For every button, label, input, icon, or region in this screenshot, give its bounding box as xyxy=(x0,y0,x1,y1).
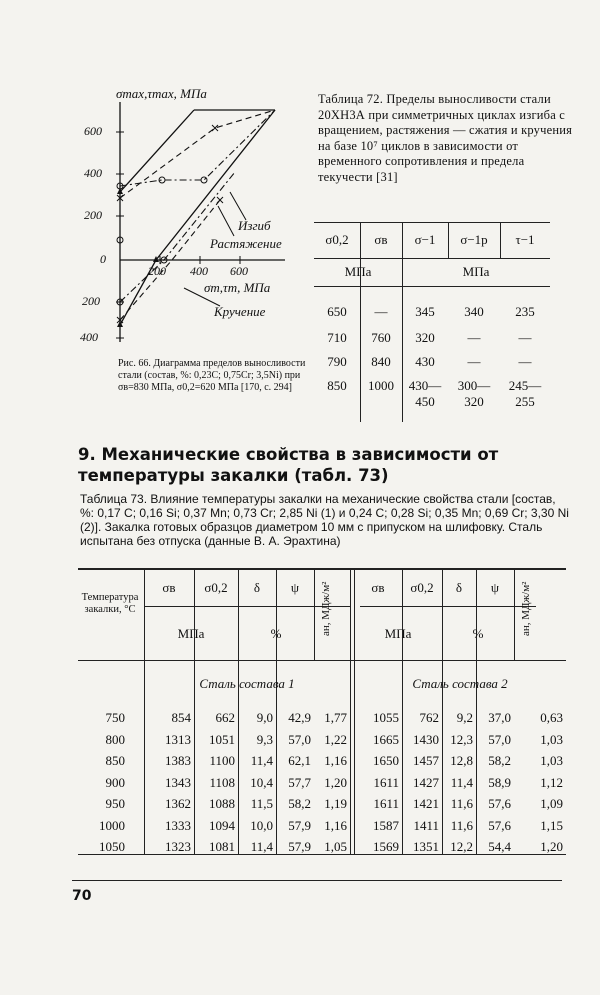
t72-cell: 850 xyxy=(327,378,347,393)
t73-cell: 1457 xyxy=(413,753,439,768)
t73-cell: 57,7 xyxy=(288,774,311,790)
table72-title: Таблица 72. Пределы выносливости стали 20ХН3А при симметричных циклах изгиба с вращением, растяжения — сжатия и кручения на базе 10⁷ циклов в зависимости от временного сопротивления и предела текучести [31] xyxy=(318,92,573,184)
t73-cell: 57,6 xyxy=(488,796,511,811)
t73-cell: 1088 xyxy=(209,796,235,811)
t73-temp-cell: 900 xyxy=(105,774,125,790)
t72-cell: 840 xyxy=(371,354,391,369)
figure-caption: Рис. 66. Диаграмма пределов выносливости стали (состав, %: 0,23C; 0,75Cr; 3,5Ni) при σв=830 МПа, σ0,2=620 МПа [170, с. 294] xyxy=(118,358,306,393)
x-tick-200: 200 xyxy=(148,264,166,278)
t72-head-sigmab: σв xyxy=(374,232,388,247)
t73-cell: 0,63 xyxy=(540,710,563,725)
t73-cell: 1,19 xyxy=(324,796,347,811)
t73-cell: 1421 xyxy=(413,796,439,811)
t73-cell: 1343 xyxy=(165,774,191,790)
t73-cell: 58,2 xyxy=(288,796,311,811)
t73-cell: 1427 xyxy=(413,774,439,790)
t73-temp-header: Температура закалки, °C xyxy=(81,592,139,615)
t73-cell: 10,4 xyxy=(250,774,273,790)
t72-cell: 320 xyxy=(415,330,435,345)
table73 xyxy=(78,568,566,868)
t73-cell: 1587 xyxy=(373,817,399,833)
t72-head-sigma-1p: σ−1р xyxy=(460,232,488,247)
t73-header-cell: σв xyxy=(162,580,176,595)
t72-cell: — xyxy=(467,330,481,345)
t73-cell: 58,2 xyxy=(488,753,511,768)
t73-header-cell: ψ xyxy=(290,580,300,595)
t73-cell: 1081 xyxy=(209,839,235,854)
t73-cell: 1,03 xyxy=(540,753,563,768)
t73-unit: % xyxy=(472,626,484,641)
x-axis-label: σm,τm, МПа xyxy=(204,280,271,295)
t72-unit-right: МПа xyxy=(462,264,490,279)
t72-cell: 340 xyxy=(464,304,484,319)
t73-cell: 57,9 xyxy=(288,817,311,833)
t73-unit: % xyxy=(270,626,282,641)
t73-group1: Сталь состава 1 xyxy=(199,676,295,691)
t73-cell: 1665 xyxy=(373,731,399,747)
t73-cell: 1430 xyxy=(413,731,439,747)
t73-cell: 1,20 xyxy=(540,839,563,854)
t73-cell: 1094 xyxy=(209,817,235,833)
t73-temp-cell: 850 xyxy=(105,753,125,768)
bending-label: Изгиб xyxy=(238,218,271,233)
y-tick-neg400: 400 xyxy=(80,330,98,344)
tension-label: Растяжение xyxy=(210,236,282,251)
t73-cell: 1383 xyxy=(165,753,191,768)
t72-head-tau-1: τ−1 xyxy=(515,232,535,247)
t72-cell: — xyxy=(518,354,532,369)
t72-unit-left: МПа xyxy=(344,264,372,279)
t73-cell: 62,1 xyxy=(288,753,311,768)
t73-cell: 1051 xyxy=(209,731,235,747)
t72-cell: 300— 320 xyxy=(457,378,491,409)
t73-cell: 1,03 xyxy=(540,731,563,747)
t72-head-sigma02: σ0,2 xyxy=(325,232,349,247)
t73-cell: 1,16 xyxy=(324,817,347,833)
section-heading: 9. Механические свойства в зависимости от температуры закалки (табл. 73) xyxy=(78,445,499,485)
t73-cell: 9,3 xyxy=(256,731,273,747)
t73-cell: 1055 xyxy=(373,710,399,725)
t73-temp-cell: 1050 xyxy=(99,839,125,854)
t73-header-cell: σ0,2 xyxy=(410,580,434,595)
t72-cell: 430 xyxy=(415,354,435,369)
t72-cell: 710 xyxy=(327,330,347,345)
t73-cell: 57,0 xyxy=(488,731,511,747)
table72 xyxy=(314,222,550,422)
tension-curve-upper xyxy=(120,110,275,186)
t73-header-cell: σв xyxy=(371,580,385,595)
t72-cell: 235 xyxy=(515,304,535,319)
t73-cell: 10,0 xyxy=(250,817,273,833)
t73-cell: 1108 xyxy=(209,774,235,790)
fatigue-diagram xyxy=(60,80,300,350)
t73-group2: Сталь состава 2 xyxy=(412,676,508,691)
y-tick-400: 400 xyxy=(84,166,102,180)
y-tick-0: 0 xyxy=(100,252,106,266)
x-tick-600: 600 xyxy=(230,264,248,278)
t73-cell: 57,6 xyxy=(488,817,511,833)
t73-cell: 854 xyxy=(171,710,191,725)
t73-temp-cell: 750 xyxy=(105,710,125,725)
page-number: 70 xyxy=(72,888,92,904)
t73-cell: 662 xyxy=(215,710,235,725)
t73-header-cell: aн, МДж/м² xyxy=(320,581,332,636)
t73-cell: 1313 xyxy=(165,731,191,747)
x-tick-400: 400 xyxy=(190,264,208,278)
t73-cell: 58,9 xyxy=(488,774,511,790)
t73-cell: 11,4 xyxy=(250,839,273,854)
t73-cell: 12,3 xyxy=(450,731,473,747)
t73-cell: 1,15 xyxy=(540,817,563,833)
t73-cell: 1100 xyxy=(209,753,235,768)
t73-cell: 9,0 xyxy=(256,710,273,725)
t72-cell: 760 xyxy=(371,330,391,345)
t73-cell: 11,4 xyxy=(250,753,273,768)
t72-cell: — xyxy=(518,330,532,345)
t73-cell: 11,5 xyxy=(250,796,273,811)
t73-temp-cell: 950 xyxy=(105,796,125,811)
t73-cell: 1351 xyxy=(413,839,439,854)
t73-cell: 762 xyxy=(419,710,439,725)
table73-title: Таблица 73. Влияние температуры закалки на механические свойства стали [состав, %: 0,17 C; 0,16 Si; 0,37 Mn; 0,73 Cr; 2,85 Ni (1) и 0,24 C; 0,28 Si; 0,35 Mn; 0,69 Cr; 3,30 Ni (2)]. Закалка готовых образцов диаметром 10 мм с припуском на шлифовку. Сталь испытана без отпуска (данные В. А. Эрахтина) xyxy=(80,492,569,548)
t73-header-cell: aн, МДж/м² xyxy=(520,581,532,636)
t72-cell: — xyxy=(467,354,481,369)
t73-header-cell: δ xyxy=(253,580,261,595)
torsion-curve-upper xyxy=(120,110,275,198)
t73-cell: 1333 xyxy=(165,817,191,833)
t73-cell: 57,0 xyxy=(288,731,311,747)
t73-cell: 1411 xyxy=(413,817,439,833)
torsion-label: Кручение xyxy=(214,304,266,319)
y-axis-label: σmax,τmax, МПа xyxy=(116,86,207,101)
t73-cell: 1650 xyxy=(373,753,399,768)
t73-unit: МПа xyxy=(384,626,412,641)
t73-cell: 1,20 xyxy=(324,774,347,790)
t73-cell: 9,2 xyxy=(456,710,473,725)
t73-header-cell: δ xyxy=(455,580,463,595)
t73-cell: 1,12 xyxy=(540,774,563,790)
t72-cell: 430— 450 xyxy=(408,378,442,409)
t73-cell: 11,6 xyxy=(450,817,473,833)
t73-header-cell: ψ xyxy=(490,580,500,595)
t73-unit: МПа xyxy=(177,626,205,641)
t73-cell: 1,22 xyxy=(324,731,347,747)
t72-cell: 345 xyxy=(415,304,435,319)
t72-cell: 1000 xyxy=(368,378,394,393)
t73-cell: 1362 xyxy=(165,796,191,811)
t72-cell: — xyxy=(374,304,388,319)
t73-cell: 1,77 xyxy=(324,710,347,725)
t73-cell: 1323 xyxy=(165,839,191,854)
t73-cell: 57,9 xyxy=(288,839,311,854)
t73-header-cell: σ0,2 xyxy=(204,580,228,595)
t73-cell: 1611 xyxy=(373,774,399,790)
t73-cell: 1,16 xyxy=(324,753,347,768)
t72-head-sigma-1: σ−1 xyxy=(414,232,436,247)
t73-temp-cell: 1000 xyxy=(99,817,125,833)
t73-cell: 1,09 xyxy=(540,796,563,811)
t72-cell: 650 xyxy=(327,304,347,319)
y-tick-600: 600 xyxy=(84,124,102,138)
t73-cell: 1611 xyxy=(373,796,399,811)
t73-cell: 12,2 xyxy=(450,839,473,854)
t73-cell: 1,05 xyxy=(324,839,347,854)
t72-cell: 245— 255 xyxy=(508,378,542,409)
t72-cell: 790 xyxy=(327,354,347,369)
t73-cell: 11,4 xyxy=(450,774,473,790)
y-tick-200: 200 xyxy=(84,208,102,222)
t73-cell: 1569 xyxy=(373,839,399,854)
t73-cell: 11,6 xyxy=(450,796,473,811)
page-rule xyxy=(72,880,562,881)
t73-temp-cell: 800 xyxy=(105,731,125,747)
t73-cell: 12,8 xyxy=(450,753,473,768)
t73-cell: 54,4 xyxy=(488,839,511,854)
t73-cell: 42,9 xyxy=(288,710,311,725)
t73-cell: 37,0 xyxy=(488,710,511,725)
y-tick-neg200: 200 xyxy=(82,294,100,308)
